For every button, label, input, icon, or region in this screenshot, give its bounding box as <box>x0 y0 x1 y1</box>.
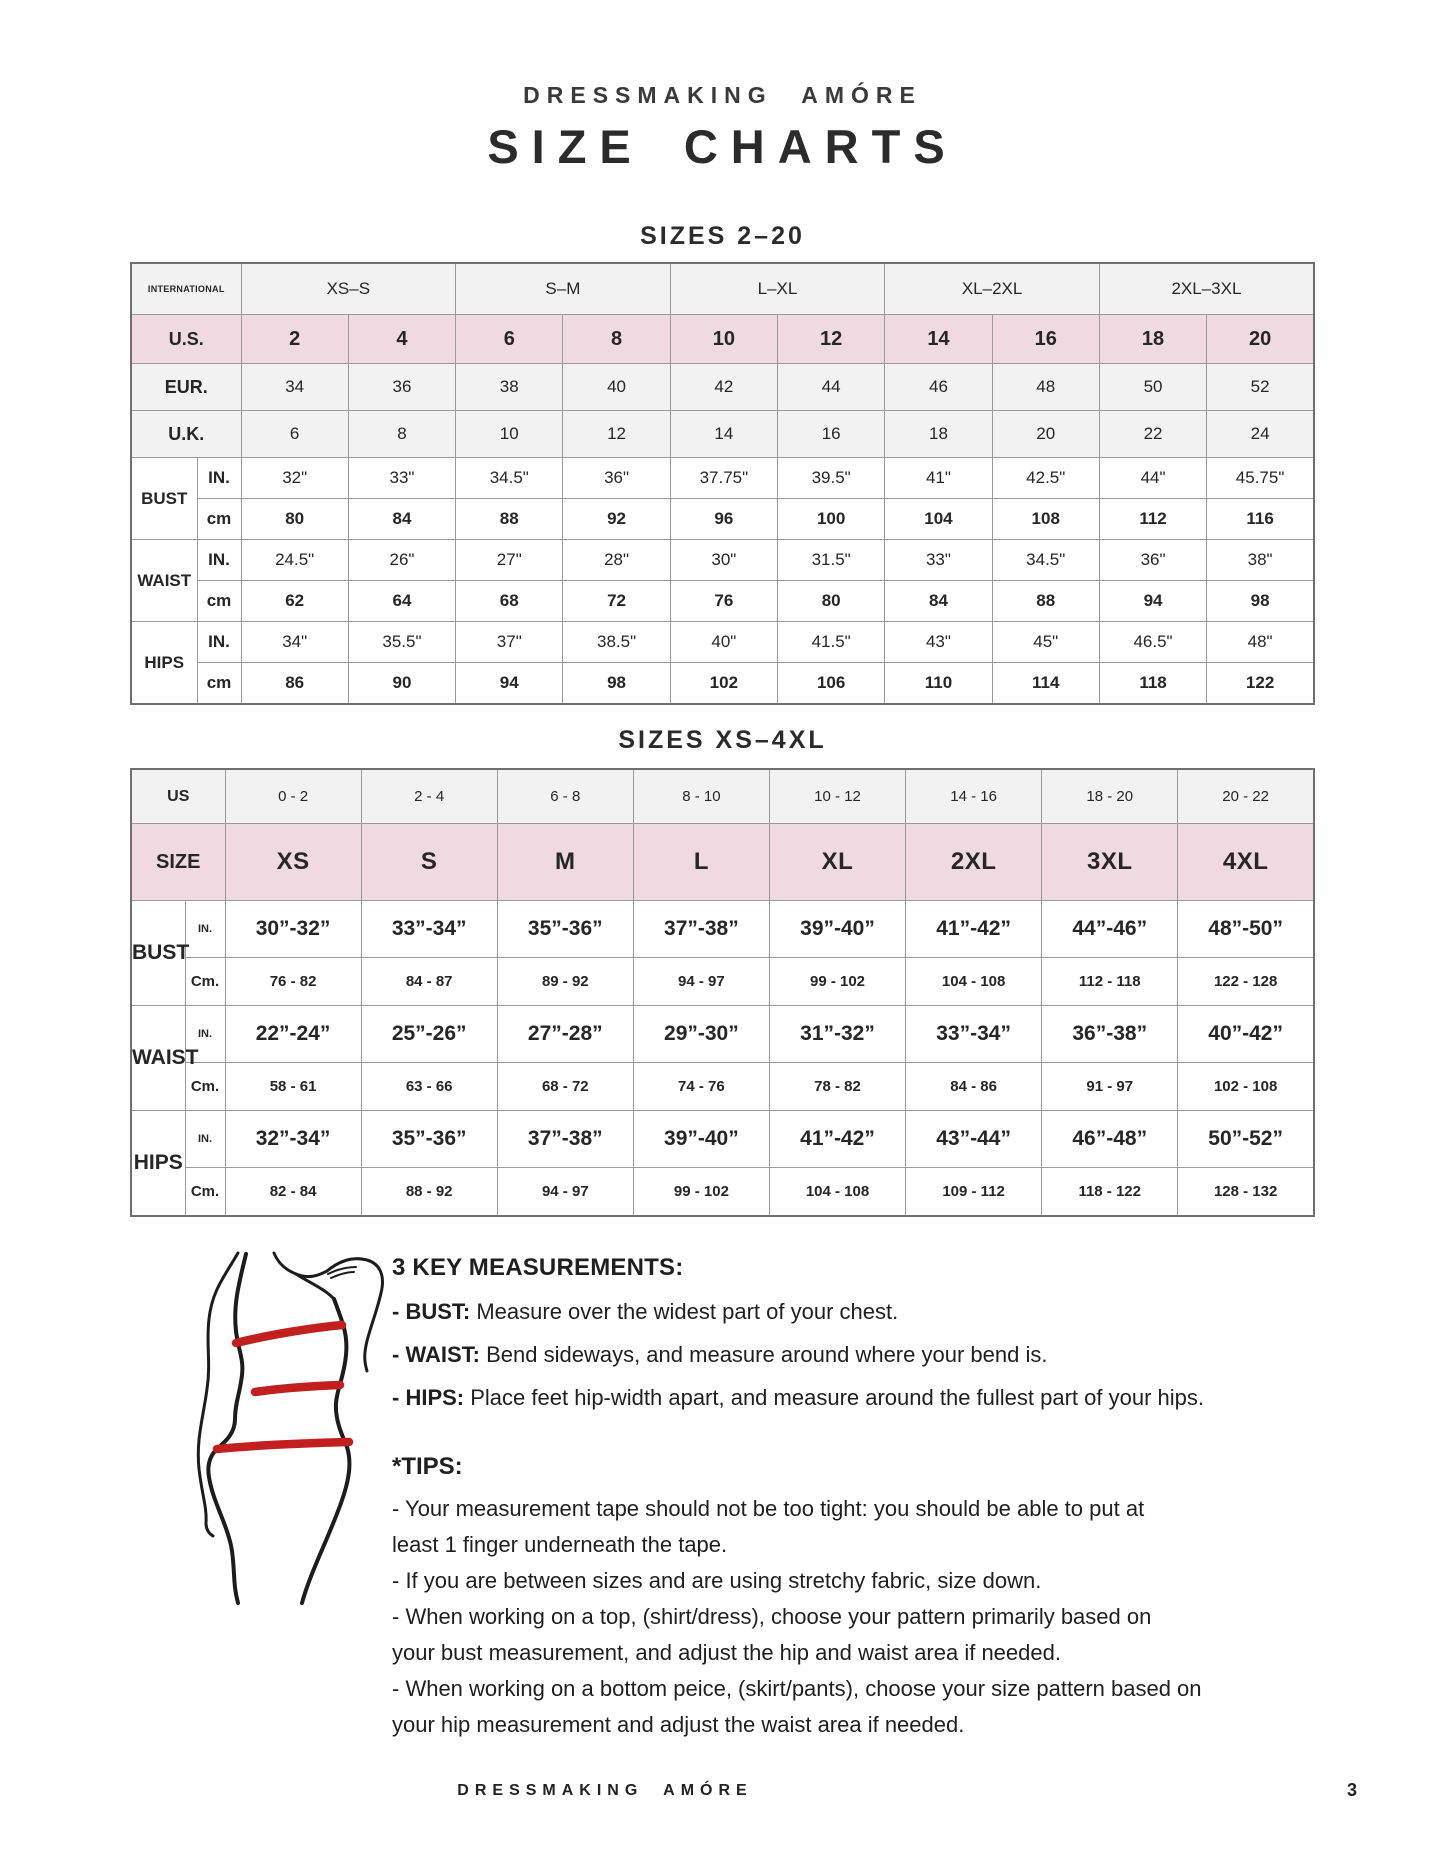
measure-value-cell: 35”-36” <box>361 1111 497 1168</box>
measure-value-cell: 88 <box>992 581 1099 622</box>
measure-value-cell: 37.75" <box>670 458 777 499</box>
key-measurement-item <box>392 1299 1315 1325</box>
size-cell: 12 <box>563 411 670 458</box>
measure-value-cell: 84 <box>348 499 455 540</box>
figure-shoulder-line <box>296 1274 334 1299</box>
measure-value-cell: 64 <box>348 581 455 622</box>
size-cell: 3XL <box>1042 824 1178 901</box>
size-cell: 8 <box>563 315 670 364</box>
size-cell: 48 <box>992 364 1099 411</box>
figure-neck-line <box>274 1253 327 1277</box>
measure-value-cell: 114 <box>992 663 1099 705</box>
measure-value-cell: 50”-52” <box>1178 1111 1314 1168</box>
size-table-xs-4xl <box>130 768 1315 1217</box>
measure-value-cell: 68 <box>456 581 563 622</box>
measure-value-cell: 89 - 92 <box>497 958 633 1006</box>
measure-value-cell: 99 - 102 <box>633 1168 769 1217</box>
measure-value-cell: 58 - 61 <box>225 1063 361 1111</box>
size-cell: 10 <box>670 315 777 364</box>
tip-line: - When working on a top, (shirt/dress), choose your pattern primarily based on <box>392 1604 1152 1629</box>
key-measurements-list <box>392 1299 1315 1411</box>
measure-value-cell: 26" <box>348 540 455 581</box>
measure-value-cell: 41”-42” <box>906 901 1042 958</box>
tips-heading: *TIPS: <box>392 1453 463 1480</box>
intl-group-cell: 2XL–3XL <box>1099 263 1314 315</box>
measure-value-cell: 29”-30” <box>633 1006 769 1063</box>
footer-brand: DRESSMAKING AMÓRE <box>457 1782 753 1799</box>
tip-line: - If you are between sizes and are using stretchy fabric, size down. <box>392 1568 1042 1593</box>
measure-value-cell: 118 - 122 <box>1042 1168 1178 1217</box>
measure-value-cell: 78 - 82 <box>769 1063 905 1111</box>
measure-inches-row <box>131 458 1314 499</box>
size-cell: 14 <box>885 315 992 364</box>
size-cell: 6 - 8 <box>497 769 633 824</box>
measure-value-cell: 28" <box>563 540 670 581</box>
measurement-description: Bend sideways, and measure around where your bend is. <box>480 1342 1048 1367</box>
measure-value-cell: 100 <box>778 499 885 540</box>
size-row <box>131 315 1314 364</box>
measure-value-cell: 94 <box>1099 581 1206 622</box>
measure-value-cell: 44”-46” <box>1042 901 1178 958</box>
measure-value-cell: 46”-48” <box>1042 1111 1178 1168</box>
unit-label-cell: Cm. <box>185 958 225 1006</box>
measure-value-cell: 76 - 82 <box>225 958 361 1006</box>
unit-label-cell: IN. <box>197 622 241 663</box>
size-cell: 18 <box>885 411 992 458</box>
tip-line: - Your measurement tape should not be too tight: you should be able to put at <box>392 1496 1145 1521</box>
size-cell: 6 <box>456 315 563 364</box>
international-header-row <box>131 263 1314 315</box>
table2-title: SIZES XS–4XL <box>618 726 827 754</box>
measure-value-cell: 96 <box>670 499 777 540</box>
size-cell: 36 <box>348 364 455 411</box>
size-cell: 4XL <box>1178 824 1314 901</box>
measure-value-cell: 122 - 128 <box>1178 958 1314 1006</box>
measure-value-cell: 99 - 102 <box>769 958 905 1006</box>
measure-value-cell: 22”-24” <box>225 1006 361 1063</box>
key-measurement-item <box>392 1342 1315 1368</box>
size-cell: 4 <box>348 315 455 364</box>
measure-value-cell: 112 - 118 <box>1042 958 1178 1006</box>
size-cell: 2 <box>241 315 348 364</box>
measure-value-cell: 35.5" <box>348 622 455 663</box>
measure-value-cell: 25”-26” <box>361 1006 497 1063</box>
measure-value-cell: 84 - 86 <box>906 1063 1042 1111</box>
measure-value-cell: 37”-38” <box>633 901 769 958</box>
size-row <box>131 364 1314 411</box>
measure-value-cell: 41" <box>885 458 992 499</box>
size-row <box>131 411 1314 458</box>
measure-value-cell: 36" <box>1099 540 1206 581</box>
measure-value-cell: 33" <box>885 540 992 581</box>
measure-value-cell: 74 - 76 <box>633 1063 769 1111</box>
row-label-cell: US <box>131 769 225 824</box>
unit-label-cell: IN. <box>185 901 225 958</box>
measure-value-cell: 102 <box>670 663 777 705</box>
measure-value-cell: 46.5" <box>1099 622 1206 663</box>
size-cell: 46 <box>885 364 992 411</box>
key-measurements-heading: 3 KEY MEASUREMENTS: <box>392 1254 684 1281</box>
size-cell: 44 <box>778 364 885 411</box>
measure-value-cell: 94 - 97 <box>497 1168 633 1217</box>
measure-cm-row <box>131 958 1314 1006</box>
measure-value-cell: 44" <box>1099 458 1206 499</box>
measure-value-cell: 40" <box>670 622 777 663</box>
measure-value-cell: 33”-34” <box>906 1006 1042 1063</box>
unit-label-cell: cm <box>197 499 241 540</box>
measure-label-cell: WAIST <box>131 1006 185 1111</box>
size-cell: XS <box>225 824 361 901</box>
size-cell: 10 - 12 <box>769 769 905 824</box>
figure-back-line <box>208 1254 246 1603</box>
measure-value-cell: 94 - 97 <box>633 958 769 1006</box>
measure-value-cell: 104 - 108 <box>906 958 1042 1006</box>
measure-inches-row <box>131 901 1314 958</box>
hip-measure-line <box>217 1442 349 1449</box>
measure-value-cell: 45" <box>992 622 1099 663</box>
measure-value-cell: 84 <box>885 581 992 622</box>
measure-value-cell: 92 <box>563 499 670 540</box>
measure-value-cell: 128 - 132 <box>1178 1168 1314 1217</box>
measure-value-cell: 41.5" <box>778 622 885 663</box>
measure-value-cell: 41”-42” <box>769 1111 905 1168</box>
measure-value-cell: 82 - 84 <box>225 1168 361 1217</box>
measure-value-cell: 31”-32” <box>769 1006 905 1063</box>
measure-value-cell: 38" <box>1207 540 1314 581</box>
size-cell: 10 <box>456 411 563 458</box>
intl-group-cell: XL–2XL <box>885 263 1100 315</box>
measure-value-cell: 34.5" <box>992 540 1099 581</box>
tips-list <box>392 1491 1315 1743</box>
measure-value-cell: 76 <box>670 581 777 622</box>
size-cell: M <box>497 824 633 901</box>
table1-title: SIZES 2–20 <box>640 222 805 250</box>
unit-label-cell: cm <box>197 663 241 705</box>
measure-value-cell: 110 <box>885 663 992 705</box>
measure-value-cell: 32”-34” <box>225 1111 361 1168</box>
measure-cm-row <box>131 1168 1314 1217</box>
size-cell: 12 <box>778 315 885 364</box>
measure-cm-row <box>131 499 1314 540</box>
unit-label-cell: Cm. <box>185 1063 225 1111</box>
measure-label-cell: HIPS <box>131 622 197 705</box>
measurement-term: - WAIST: <box>392 1342 480 1367</box>
unit-label-cell: IN. <box>185 1111 225 1168</box>
size-cell: 18 <box>1099 315 1206 364</box>
row-label-cell: U.S. <box>131 315 241 364</box>
size-cell: 20 <box>992 411 1099 458</box>
intl-group-cell: L–XL <box>670 263 885 315</box>
measure-value-cell: 43”-44” <box>906 1111 1042 1168</box>
measurement-term: - HIPS: <box>392 1385 465 1410</box>
measure-value-cell: 80 <box>241 499 348 540</box>
measure-value-cell: 63 - 66 <box>361 1063 497 1111</box>
measure-label-cell: BUST <box>131 901 185 1006</box>
measurement-description: Measure over the widest part of your chest. <box>470 1299 899 1324</box>
measure-value-cell: 86 <box>241 663 348 705</box>
measure-value-cell: 37" <box>456 622 563 663</box>
brand-name: DRESSMAKING AMÓRE <box>523 82 922 108</box>
measure-value-cell: 30" <box>670 540 777 581</box>
size-cell: 16 <box>778 411 885 458</box>
measure-label-cell: BUST <box>131 458 197 540</box>
measure-value-cell: 104 <box>885 499 992 540</box>
sizes-2-20-table-section <box>130 262 1315 705</box>
figure-left-arm-line <box>198 1253 238 1536</box>
unit-label-cell: IN. <box>185 1006 225 1063</box>
unit-label-cell: Cm. <box>185 1168 225 1217</box>
size-cell: 0 - 2 <box>225 769 361 824</box>
size-cell: S <box>361 824 497 901</box>
measure-value-cell: 109 - 112 <box>906 1168 1042 1217</box>
size-cell: 2XL <box>906 824 1042 901</box>
size-cell: 2 - 4 <box>361 769 497 824</box>
measure-value-cell: 72 <box>563 581 670 622</box>
measure-value-cell: 68 - 72 <box>497 1063 633 1111</box>
size-cell: 50 <box>1099 364 1206 411</box>
measure-label-cell: HIPS <box>131 1111 185 1217</box>
tip-line: least 1 finger underneath the tape. <box>392 1532 728 1557</box>
measure-value-cell: 38.5" <box>563 622 670 663</box>
page-title: SIZE CHARTS <box>487 120 958 173</box>
measure-value-cell: 122 <box>1207 663 1314 705</box>
measure-cm-row <box>131 581 1314 622</box>
row-label-cell: U.K. <box>131 411 241 458</box>
measure-value-cell: 39”-40” <box>769 901 905 958</box>
size-cell: 20 <box>1207 315 1314 364</box>
measure-inches-row <box>131 540 1314 581</box>
figure-right-body-line <box>302 1299 349 1603</box>
sizes-xs-4xl-table-section <box>130 768 1315 1217</box>
measure-value-cell: 112 <box>1099 499 1206 540</box>
measure-value-cell: 80 <box>778 581 885 622</box>
measuring-guide-section <box>130 1240 1315 1780</box>
measure-value-cell: 40”-42” <box>1178 1006 1314 1063</box>
size-cell: 8 - 10 <box>633 769 769 824</box>
unit-label-cell: IN. <box>197 540 241 581</box>
measure-value-cell: 102 - 108 <box>1178 1063 1314 1111</box>
unit-label-cell: IN. <box>197 458 241 499</box>
waist-measure-line <box>255 1385 340 1392</box>
row-label-cell: SIZE <box>131 824 225 901</box>
measure-value-cell: 84 - 87 <box>361 958 497 1006</box>
key-measurement-item <box>392 1385 1315 1411</box>
measure-value-cell: 45.75" <box>1207 458 1314 499</box>
measure-value-cell: 106 <box>778 663 885 705</box>
size-cell: 8 <box>348 411 455 458</box>
measure-value-cell: 37”-38” <box>497 1111 633 1168</box>
measure-cm-row <box>131 1063 1314 1111</box>
measure-inches-row <box>131 1111 1314 1168</box>
body-sketch <box>138 1243 408 1708</box>
page-number: 3 <box>1346 1780 1357 1800</box>
measure-value-cell: 33" <box>348 458 455 499</box>
measure-value-cell: 39”-40” <box>633 1111 769 1168</box>
size-cell: 14 <box>670 411 777 458</box>
measure-value-cell: 27" <box>456 540 563 581</box>
international-label: INTERNATIONAL <box>131 263 241 315</box>
measure-value-cell: 88 - 92 <box>361 1168 497 1217</box>
size-cell: L <box>633 824 769 901</box>
measure-value-cell: 34" <box>241 622 348 663</box>
tip-line: - When working on a bottom peice, (skirt/pants), choose your size pattern based on <box>392 1676 1202 1701</box>
size-cell: 6 <box>241 411 348 458</box>
measure-cm-row <box>131 663 1314 705</box>
measure-value-cell: 32" <box>241 458 348 499</box>
measure-value-cell: 98 <box>1207 581 1314 622</box>
size-cell: 18 - 20 <box>1042 769 1178 824</box>
measure-value-cell: 91 - 97 <box>1042 1063 1178 1111</box>
measurement-figure-illustration <box>138 1243 408 1708</box>
size-cell: 42 <box>670 364 777 411</box>
measure-value-cell: 31.5" <box>778 540 885 581</box>
measure-value-cell: 43" <box>885 622 992 663</box>
bust-measure-line <box>236 1325 342 1343</box>
measure-value-cell: 34.5" <box>456 458 563 499</box>
measure-value-cell: 36" <box>563 458 670 499</box>
measure-inches-row <box>131 622 1314 663</box>
measure-value-cell: 33”-34” <box>361 901 497 958</box>
size-cell: 20 - 22 <box>1178 769 1314 824</box>
intl-group-cell: XS–S <box>241 263 456 315</box>
size-row <box>131 769 1314 824</box>
measure-inches-row <box>131 1006 1314 1063</box>
size-table-2-20 <box>130 262 1315 705</box>
measure-value-cell: 39.5" <box>778 458 885 499</box>
measure-value-cell: 48" <box>1207 622 1314 663</box>
size-cell: 38 <box>456 364 563 411</box>
size-cell: 34 <box>241 364 348 411</box>
measure-value-cell: 48”-50” <box>1178 901 1314 958</box>
measure-value-cell: 35”-36” <box>497 901 633 958</box>
measure-value-cell: 27”-28” <box>497 1006 633 1063</box>
measurement-term: - BUST: <box>392 1299 471 1324</box>
measure-value-cell: 90 <box>348 663 455 705</box>
measure-value-cell: 108 <box>992 499 1099 540</box>
size-cell: 16 <box>992 315 1099 364</box>
tip-line: your bust measurement, and adjust the hip and waist area if needed. <box>392 1640 1061 1665</box>
size-cell: 14 - 16 <box>906 769 1042 824</box>
row-label-cell: EUR. <box>131 364 241 411</box>
measurement-description: Place feet hip-width apart, and measure around the fullest part of your hips. <box>464 1385 1204 1410</box>
measure-value-cell: 88 <box>456 499 563 540</box>
measure-value-cell: 62 <box>241 581 348 622</box>
measure-value-cell: 36”-38” <box>1042 1006 1178 1063</box>
measure-value-cell: 104 - 108 <box>769 1168 905 1217</box>
measure-value-cell: 116 <box>1207 499 1314 540</box>
size-cell: 22 <box>1099 411 1206 458</box>
unit-label-cell: cm <box>197 581 241 622</box>
size-cell: 24 <box>1207 411 1314 458</box>
measure-value-cell: 118 <box>1099 663 1206 705</box>
size-row <box>131 824 1314 901</box>
measure-value-cell: 42.5" <box>992 458 1099 499</box>
size-cell: 52 <box>1207 364 1314 411</box>
measure-value-cell: 98 <box>563 663 670 705</box>
tip-line: your hip measurement and adjust the waist area if needed. <box>392 1712 965 1737</box>
size-cell: 40 <box>563 364 670 411</box>
page-header <box>0 82 1445 174</box>
measure-label-cell: WAIST <box>131 540 197 622</box>
measuring-instructions <box>392 1240 1315 1743</box>
intl-group-cell: S–M <box>456 263 671 315</box>
measure-value-cell: 94 <box>456 663 563 705</box>
measure-value-cell: 30”-32” <box>225 901 361 958</box>
size-cell: XL <box>769 824 905 901</box>
measure-value-cell: 24.5" <box>241 540 348 581</box>
